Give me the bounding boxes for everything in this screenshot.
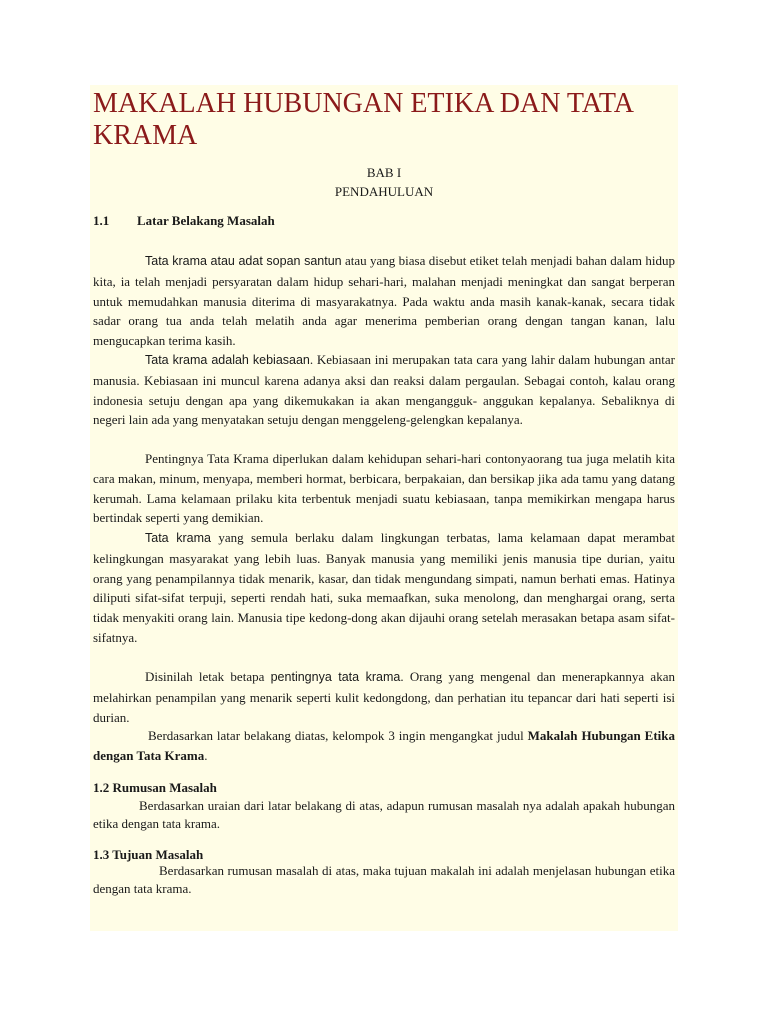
section-1-2-text: Berdasarkan uraian dari latar belakang di atas, adapun rumusan masalah nya adalah apakah hubungan etika dengan tata krama.: [93, 798, 675, 831]
document-page: [90, 85, 678, 931]
chapter-title: PENDAHULUAN: [334, 184, 434, 199]
paragraph-1-body: atau yang biasa disebut etiket telah menjadi bahan dalam hidup kita, ia telah menjadi persyaratan dalam hidup sehari-hari, malahan menjadi meningkat dan sangat berperan untuk memudahkan manusia diterima di masyarakatnya. Pada waktu anda masih kanak-kanak, secara tidak sadar orang tua anda telah melatih anda agar menerima pemberian orang dengan tangan kanan, lalu mengucapkan terima kasih.: [93, 253, 675, 349]
paragraph-6-title: Makalah Hubungan Etika dengan Tata Krama: [93, 728, 675, 763]
paragraph-2-body: . Kebiasaan ini merupakan tata cara yang lahir dalam hubungan antar manusia. Kebiasaan ini muncul karena adanya aksi dan reaksi dalam pergaulan. Sebagai contoh, kalau orang indonesia setuju dengan apa yang dikemukakan ia akan mengangguk- anggukan kepalanya. Sebaliknya di negeri lain ada yang menyatakan setuju dengan menggeleng-gelengkan kepalanya.: [93, 352, 675, 428]
document-title: MAKALAH HUBUNGAN ETIKA DAN TATA KRAMA: [93, 88, 633, 151]
paragraph-2: [93, 350, 675, 430]
paragraph-5-emphasis: pentingnya tata krama: [270, 670, 401, 684]
paragraph-1-lead: Tata krama atau adat sopan santun: [145, 254, 342, 268]
paragraph-6-end: .: [204, 747, 208, 763]
section-1-3-heading: 1.3 Tujuan Masalah: [93, 847, 204, 862]
section-number: 1.1: [93, 213, 110, 228]
paragraph-5: [93, 667, 675, 727]
paragraph-6-start: Berdasarkan latar belakang diatas, kelompok 3 ingin mengangkat judul: [148, 728, 528, 743]
section-1-3-text: Berdasarkan rumusan masalah di atas, maka tujuan makalah ini adalah menjelasan hubungan etika dengan tata krama.: [93, 863, 675, 896]
paragraph-5-start: Disinilah letak betapa: [145, 669, 271, 684]
paragraph-4-lead: Tata krama: [145, 531, 211, 545]
chapter-label: BAB I: [366, 165, 402, 180]
paragraph-1: [93, 251, 675, 351]
paragraph-2-lead: Tata krama adalah kebiasaan: [145, 353, 310, 367]
paragraph-4-body: yang semula berlaku dalam lingkungan terbatas, lama kelamaan dapat merambat kelingkungan masyarakat yang lebih luas. Banyak manusia yang memiliki jenis manusia tipe durian, yaitu orang yang penampilannya tidak menarik, kasar, dan tidak mengundang simpati, namun berhati emas. Hatinya diliputi sifat-sifat terpuji, seperti rendah hati, suka memaafkan, suka menolong, dan menghargai orang, serta tidak menyakiti orang lain. Manusia tipe kedong-dong akan dijauhi orang setelah merasakan betapa asam sifat-sifatnya.: [93, 530, 675, 645]
paragraph-3: Pentingnya Tata Krama diperlukan dalam kehidupan sehari-hari contonyaorang tua juga melatih kita cara makan, minum, menyapa, memberi hormat, berbicara, berpakaian, dan bersikap jika ada tamu yang datang kerumah. Lama kelamaan prilaku kita terbentuk menjadi suatu kebiasaan, tanpa memikirkan mengapa harus bertindak seperti yang demikian.: [93, 451, 675, 526]
section-1-1-heading: [93, 212, 275, 230]
paragraph-6: [93, 726, 675, 766]
paragraph-4: [93, 528, 675, 648]
section-1-2-heading: 1.2 Rumusan Masalah: [93, 780, 217, 795]
paragraph-5-end: . Orang yang mengenal dan menerapkannya akan melahirkan penampilan yang menarik seperti kulit kedongdong, dan perhatian itu tepancar dari hati seperti isi durian.: [93, 669, 675, 725]
section-heading-text: Latar Belakang Masalah: [137, 213, 275, 228]
